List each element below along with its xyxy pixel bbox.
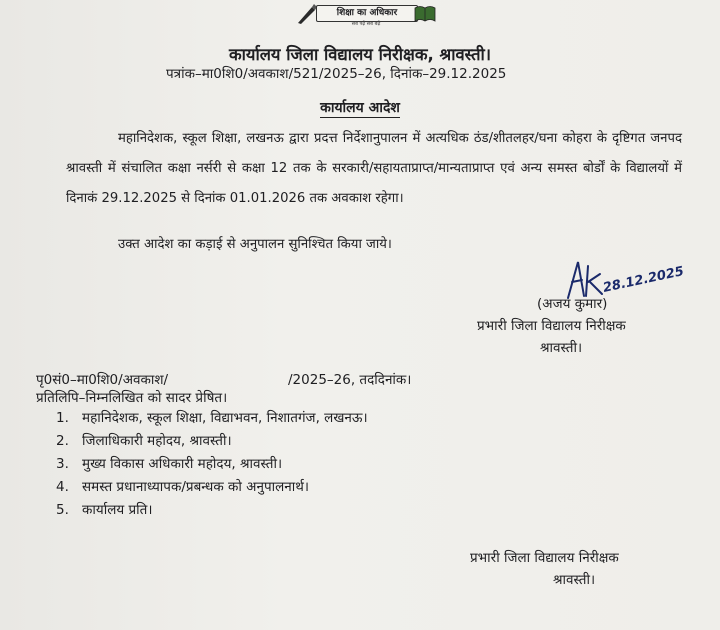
svg-text:28.12.2025: 28.12.2025: [601, 264, 686, 296]
pen-icon: [296, 3, 318, 25]
order-heading: [0, 98, 720, 117]
reference-line: पत्रांक–मा0शि0/अवकाश/521/2025–26, दिनांक–29.12.2025: [166, 66, 507, 82]
order-paragraph: [66, 124, 682, 214]
list-item: 3. मुख्य विकास अधिकारी महोदय, श्रावस्ती।: [56, 456, 283, 472]
logo-banner: शिक्षा का अधिकार: [316, 5, 418, 22]
list-item: 2. जिलाधिकारी महोदय, श्रावस्ती।: [56, 433, 232, 449]
copy-intro: प्रतिलिपि–निम्नलिखित को सादर प्रेषित।: [36, 390, 228, 406]
copy-reference-line: [36, 370, 412, 388]
copy-list: [56, 407, 368, 522]
list-item: 4. समस्त प्रधानाध्यापक/प्रबन्धक को अनुपालनार्थ।: [56, 479, 309, 495]
order-heading-text: कार्यालय आदेश: [320, 100, 400, 116]
list-item: 1. महानिदेशक, स्कूल शिक्षा, विद्याभवन, निशातगंज, लखनऊ।: [56, 410, 368, 426]
footer-designation: प्रभारी जिला विद्यालय निरीक्षक: [470, 550, 619, 566]
footer-place: श्रावस्ती।: [553, 572, 596, 588]
list-item: 5. कार्यालय प्रति।: [56, 502, 153, 518]
copy-reference-part1: पृ0सं0–मा0शि0/अवकाश/: [36, 372, 169, 388]
logo: [296, 2, 436, 28]
signatory-designation: प्रभारी जिला विद्यालय निरीक्षक: [477, 318, 626, 334]
book-icon: [414, 5, 436, 23]
logo-tagline: सब पढ़ें सब बढ़ें: [351, 21, 381, 27]
office-title: कार्यालय जिला विद्यालय निरीक्षक, श्रावस्ती।: [228, 45, 492, 64]
compliance-line: उक्त आदेश का कड़ाई से अनुपालन सुनिश्चित किया जाये।: [118, 237, 392, 252]
copy-reference-part2: /2025–26, तददिनांक।: [288, 372, 412, 388]
signatory-place: श्रावस्ती।: [540, 340, 583, 356]
order-paragraph-text: महानिदेशक, स्कूल शिक्षा, लखनऊ द्वारा प्रदत्त निर्देशानुपालन में अत्यधिक ठंड/शीतलहर/घना कोहरा के दृष्टिगत जनपद श्रावस्ती में संचालित कक्षा नर्सरी से कक्षा 12 तक के सरकारी/सहायताप्राप्त/मान्यताप्राप्त एवं अन्य समस्त बोर्डों के विद्यालयों में दिनाकं 29.12.2025 से दिनांक 01.01.2026 तक अवकाश रहेगा।: [66, 131, 682, 206]
signatory-name: (अजय कुमार): [537, 296, 608, 312]
